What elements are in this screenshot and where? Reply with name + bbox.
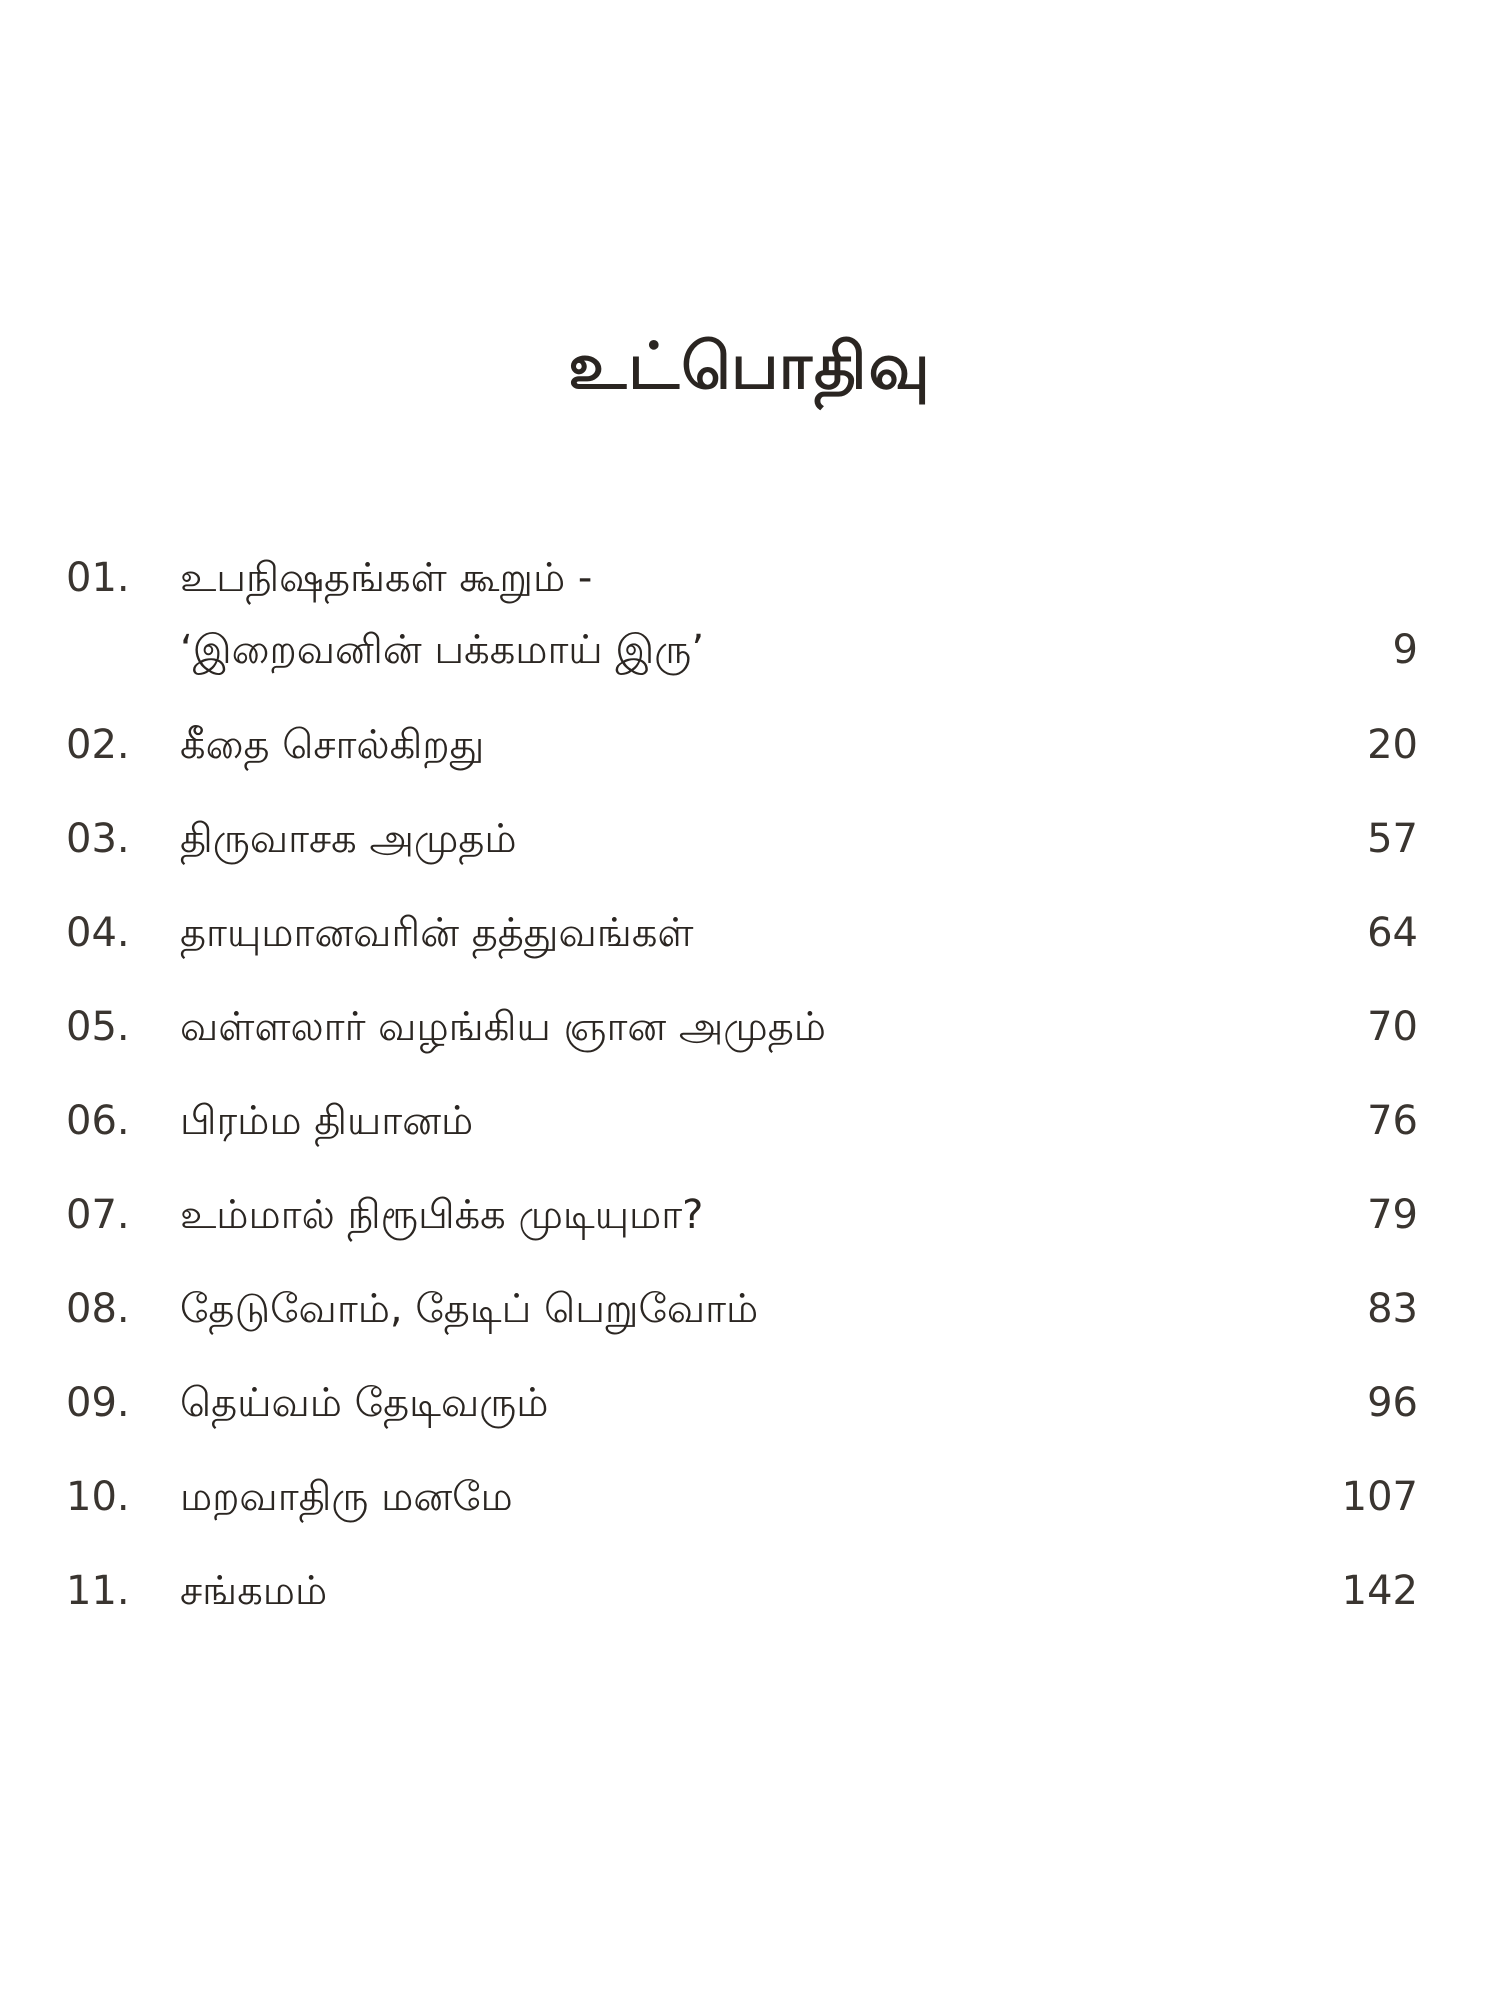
- entry-number: 01.: [66, 555, 130, 601]
- toc-entry: [0, 722, 1500, 782]
- entry-title: உம்மால் நிரூபிக்க முடியுமா?: [180, 1192, 704, 1238]
- entry-page-number: 57: [1367, 816, 1418, 862]
- toc-entry: [0, 1004, 1500, 1064]
- page-title: உட்பொதிவு: [568, 330, 932, 404]
- toc-entry: [0, 1192, 1500, 1252]
- entry-title: தேடுவோம், தேடிப் பெறுவோம்: [180, 1286, 759, 1332]
- toc-entry: [0, 555, 1500, 673]
- entry-number: 11.: [66, 1568, 130, 1614]
- entry-page-number: 142: [1341, 1568, 1418, 1614]
- entry-page-number: 70: [1367, 1004, 1418, 1050]
- entry-number: 08.: [66, 1286, 130, 1332]
- entry-number: 03.: [66, 816, 130, 862]
- entry-number: 05.: [66, 1004, 130, 1050]
- toc-entry: [0, 1098, 1500, 1158]
- entry-page-number: 64: [1367, 910, 1418, 956]
- entry-number: 07.: [66, 1192, 130, 1238]
- entry-number: 10.: [66, 1474, 130, 1520]
- entry-title: சங்கமம்: [180, 1568, 328, 1614]
- entry-page-number: 96: [1367, 1380, 1418, 1426]
- toc-entry: [0, 816, 1500, 876]
- entry-title: திருவாசக அமுதம்: [180, 816, 517, 862]
- entry-number: 09.: [66, 1380, 130, 1426]
- entry-title: மறவாதிரு மனமே: [180, 1474, 513, 1520]
- entry-page-number: 76: [1367, 1098, 1418, 1144]
- entry-title-continuation: ‘இறைவனின் பக்கமாய் இரு’: [180, 627, 705, 673]
- toc-entry: [0, 1474, 1500, 1534]
- entry-page-number: 107: [1341, 1474, 1418, 1520]
- entry-title: வள்ளலார் வழங்கிய ஞான அமுதம்: [180, 1004, 826, 1050]
- toc-entry: [0, 1568, 1500, 1628]
- entry-page-number: 20: [1367, 722, 1418, 768]
- toc-entry: [0, 910, 1500, 970]
- entry-page-number: 83: [1367, 1286, 1418, 1332]
- entry-number: 02.: [66, 722, 130, 768]
- entry-title: தாயுமானவரின் தத்துவங்கள்: [180, 910, 694, 956]
- entry-page-number: 79: [1367, 1192, 1418, 1238]
- entry-page-number: 9: [1392, 627, 1418, 673]
- entry-title: கீதை சொல்கிறது: [180, 722, 485, 768]
- toc-entry: [0, 1380, 1500, 1440]
- entry-number: 06.: [66, 1098, 130, 1144]
- toc-entry: [0, 1286, 1500, 1346]
- entry-number: 04.: [66, 910, 130, 956]
- entry-title: தெய்வம் தேடிவரும்: [180, 1380, 549, 1426]
- entry-title: உபநிஷதங்கள் கூறும் -: [180, 555, 593, 601]
- entry-title: பிரம்ம தியானம்: [180, 1098, 474, 1144]
